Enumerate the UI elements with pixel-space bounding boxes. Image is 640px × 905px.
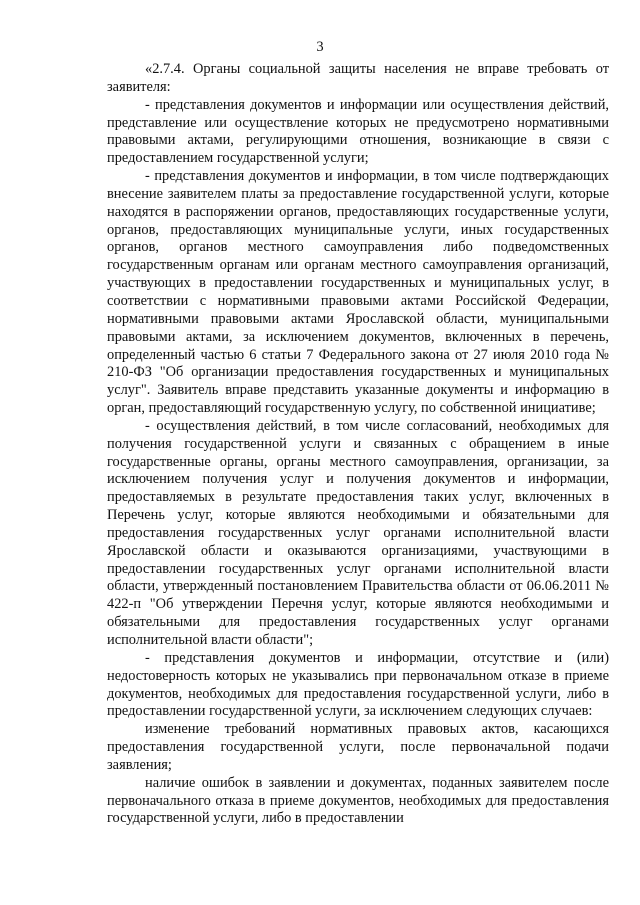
paragraph-exception-errors-in-application: наличие ошибок в заявлении и документах, поданных заявителем после первоначального отказа в приеме документов, необходимых для предоставления государственной услуги, либо в предоставлении <box>107 774 609 827</box>
paragraph-actions-and-approvals: - осуществления действий, в том числе согласований, необходимых для получения государственной услуги и связанных с обращением в иные государственные органы, органы местного самоуправления, организации, за исключением получения услуг и получения документов и информации, предоставляемых в результате предоставления таких услуг, включенных в Перечень услуг, которые являются необходимыми и обязательными для предоставления государственных услуг органами исполнительной власти Ярославской области и оказываются организациями, участвующими в предоставлении государственных услуг органами исполнительной власти области, утвержденный постановлением Правительства области от 06.06.2011 № 422-п "Об утверждении Перечня услуг, которые являются необходимыми и обязательными для предоставления государственных услуг органами исполнительной власти области"; <box>107 417 609 648</box>
paragraph-exception-changed-requirements: изменение требований нормативных правовых актов, касающихся предоставления государственной услуги, после первоначальной подачи заявления; <box>107 721 609 773</box>
page-number: 3 <box>316 39 324 55</box>
paragraph-documents-held-by-authorities: - представления документов и информации, в том числе подтверждающих внесение заявителем платы за предоставление государственной услуги, которые находятся в распоряжении органов, предоставляющих государственные услуги, органов, предоставляющих муниципальные услуги, иных государственных органов, органов местного самоуправления либо подведомственных государственным органам или органам местного самоуправления организаций, участвующих в предоставлении государственных и муниципальных услуг, в соответствии с нормативными правовыми актами Российской Федерации, нормативными правовыми актами Ярославской области, муниципальными правовыми актами, за исключением документов, включенных в перечень, определенный частью 6 статьи 7 Федерального закона от 27 июля 2010 года № 210-ФЗ "Об организации предоставления государственных и муниципальных услуг". Заявитель вправе представить указанные документы и информацию в орган, предоставляющий государственную услугу, по собственной инициативе; <box>107 168 609 417</box>
paragraph-item-2-7-4-intro: «2.7.4. Органы социальной защиты населения не вправе требовать от заявителя: <box>107 61 609 95</box>
document-body <box>107 61 609 828</box>
paragraph-documents-not-required-by-law: - представления документов и информации или осуществления действий, представление или осуществление которых не предусмотрено нормативными правовыми актами, регулирующими отношения, возникающие в связи с предоставлением государственной услуги; <box>107 96 609 167</box>
paragraph-missing-documents-after-refusal: - представления документов и информации, отсутствие и (или) недостоверность которых не указывались при первоначальном отказе в приеме документов, необходимых для предоставления государственной услуги, либо в предоставлении государственной услуги, за исключением следующих случаев: <box>107 649 609 720</box>
